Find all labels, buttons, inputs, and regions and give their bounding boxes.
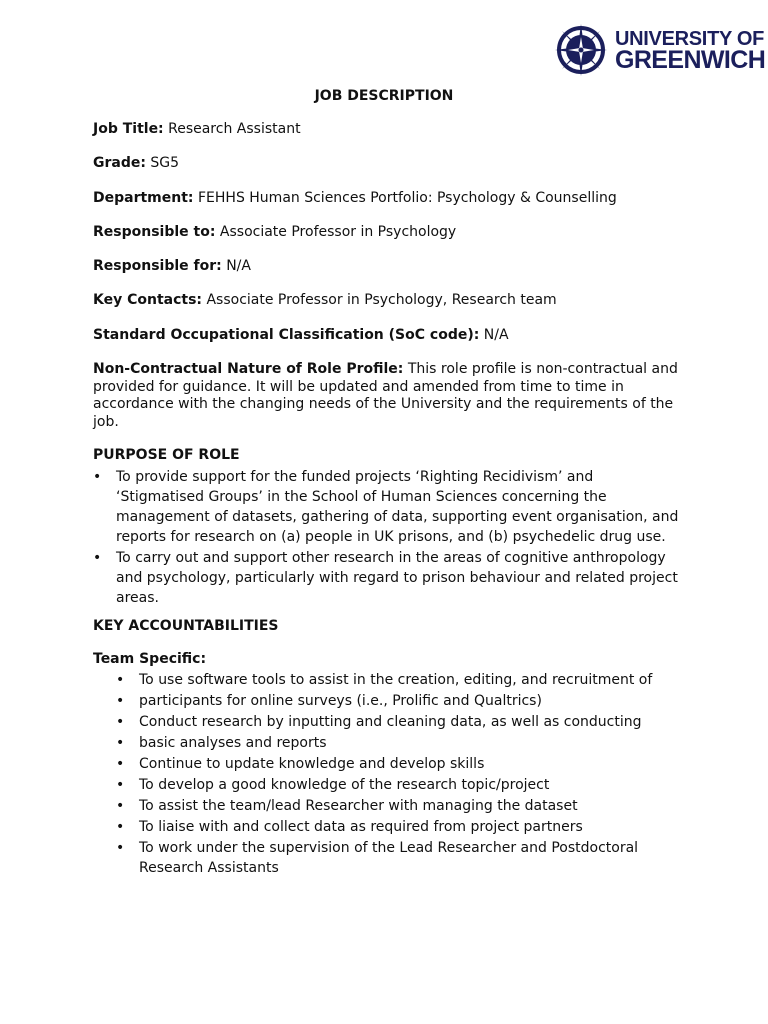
list-item	[93, 467, 683, 547]
list-item	[93, 754, 683, 774]
list-item-text: To carry out and support other research in the areas of cognitive anthropology and psychology, particularly with regard to prison behaviour and related project areas.	[116, 549, 678, 606]
list-item	[93, 548, 683, 608]
list-item	[93, 817, 683, 837]
list-item-text: Continue to update knowledge and develop skills	[139, 755, 485, 772]
bullet-icon: •	[116, 734, 125, 751]
field-department	[93, 190, 683, 208]
field-grade	[93, 155, 683, 173]
bullet-icon: •	[93, 549, 102, 566]
field-label: Responsible for:	[93, 258, 222, 275]
bullet-icon: •	[116, 797, 125, 814]
field-responsible-for	[93, 258, 683, 276]
bullet-icon: •	[116, 755, 125, 772]
bullet-icon: •	[116, 776, 125, 793]
field-label: Department:	[93, 189, 194, 206]
field-key-contacts	[93, 292, 683, 310]
list-item	[93, 838, 683, 878]
document-body	[93, 121, 683, 879]
list-item-text: To use software tools to assist in the creation, editing, and recruitment of	[139, 671, 653, 688]
field-value: Associate Professor in Psychology, Research team	[206, 292, 557, 309]
purpose-list	[93, 467, 683, 608]
logo-line-university-of: UNIVERSITY OF	[615, 28, 765, 50]
purpose-heading: PURPOSE OF ROLE	[93, 447, 240, 464]
document-title: JOB DESCRIPTION	[314, 88, 454, 104]
field-value: Associate Professor in Psychology	[219, 223, 457, 240]
field-value: SG5	[150, 155, 180, 172]
list-item	[93, 775, 683, 795]
university-logo	[553, 22, 766, 78]
bullet-icon: •	[116, 839, 125, 856]
list-item-text: Conduct research by inputting and cleaning data, as well as conducting	[139, 713, 642, 730]
logo-line-greenwich: GREENWICH	[615, 46, 766, 74]
field-job-title	[93, 121, 683, 139]
bullet-icon: •	[116, 818, 125, 835]
field-label: Responsible to:	[93, 223, 216, 240]
list-item	[93, 691, 683, 711]
non-contractual-text: This role profile is non-contractual and provided for guidance. It will be updated and amended from time to time in accordance with the changing needs of the University and the requirements of the job.	[93, 361, 678, 430]
list-item	[93, 733, 683, 753]
list-item-text: To work under the supervision of the Lead Researcher and Postdoctoral Research Assistants	[139, 839, 639, 876]
compass-emblem-icon	[553, 22, 609, 78]
bullet-icon: •	[116, 671, 125, 688]
field-label: Key Contacts:	[93, 292, 203, 309]
list-item-text: participants for online surveys (i.e., Prolific and Qualtrics)	[139, 692, 542, 709]
field-value: FEHHS Human Sciences Portfolio: Psychology & Counselling	[197, 189, 617, 206]
non-contractual-label: Non-Contractual Nature of Role Profile:	[93, 361, 404, 378]
field-value: N/A	[483, 326, 509, 343]
list-item-text: basic analyses and reports	[139, 734, 327, 751]
list-item-text: To assist the team/lead Researcher with managing the dataset	[139, 797, 578, 814]
list-item-text: To liaise with and collect data as required from project partners	[139, 818, 583, 835]
key-accountabilities-heading: KEY ACCOUNTABILITIES	[93, 617, 279, 634]
field-label: Grade:	[93, 155, 146, 172]
bullet-icon: •	[116, 713, 125, 730]
list-item-text: To provide support for the funded projects ‘Righting Recidivism’ and ‘Stigmatised Groups’ in the School of Human Sciences concerning the management of datasets, gathering of data, supporting event organisation, and reports for research on (a) people in UK prisons, and (b) psychedelic drug use.	[116, 468, 679, 545]
bullet-icon: •	[116, 692, 125, 709]
list-item-text: To develop a good knowledge of the research topic/project	[139, 776, 550, 793]
list-item	[93, 670, 683, 690]
field-value: N/A	[226, 258, 251, 275]
team-specific-list	[93, 670, 683, 878]
field-soc-code	[93, 327, 683, 345]
field-value: Research Assistant	[168, 121, 301, 137]
field-label: Standard Occupational Classification (SoC code):	[93, 326, 480, 343]
list-item	[93, 712, 683, 732]
field-responsible-to	[93, 224, 683, 242]
field-label: Job Title:	[93, 121, 164, 137]
bullet-icon: •	[93, 468, 102, 485]
team-specific-heading: Team Specific:	[93, 651, 207, 668]
non-contractual-paragraph	[93, 361, 683, 431]
list-item	[93, 796, 683, 816]
